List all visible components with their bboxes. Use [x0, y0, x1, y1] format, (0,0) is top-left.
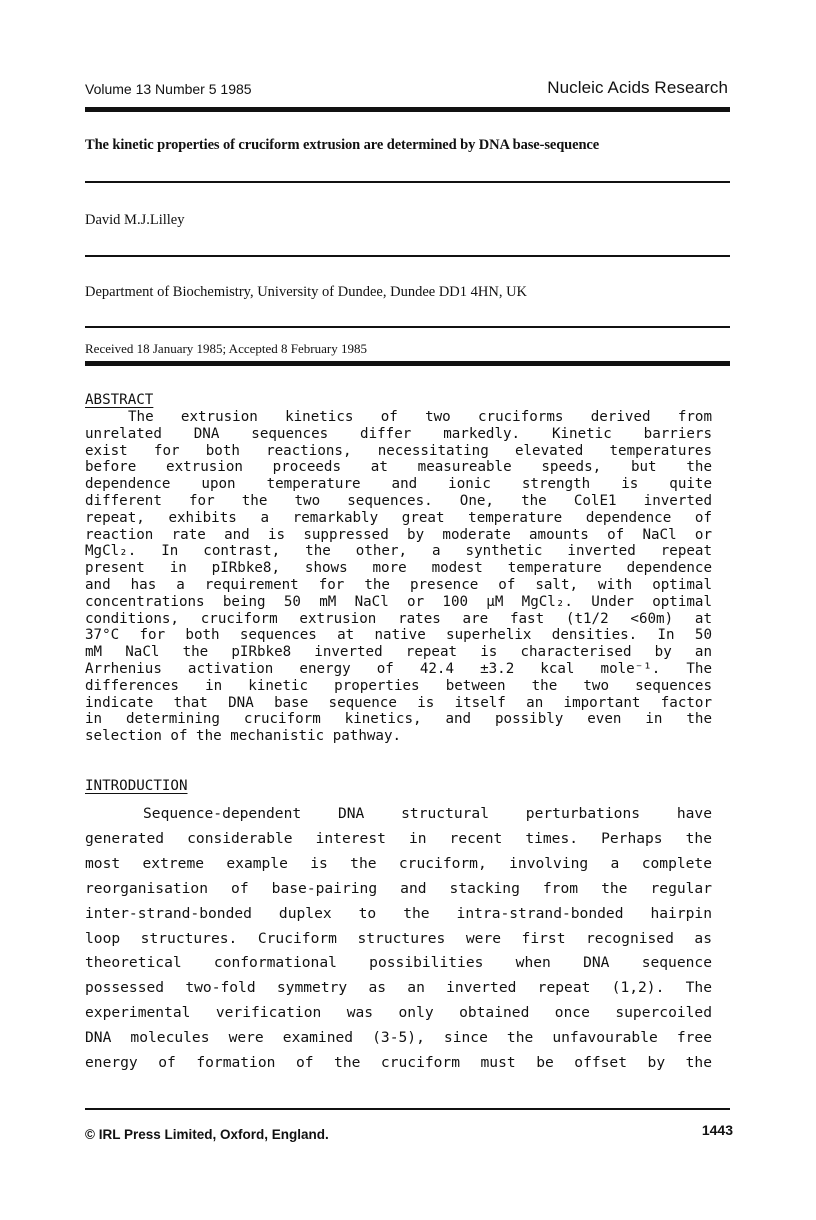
- abstract-line: exist for both reactions, necessitating elevated temperatures: [85, 442, 712, 459]
- introduction-line: most extreme example is the cruciform, involving a complete: [85, 854, 712, 872]
- introduction-line: DNA molecules were examined (3-5), since the unfavourable free: [85, 1029, 712, 1047]
- abstract-body: [85, 409, 712, 745]
- journal-name: Nucleic Acids Research: [547, 78, 728, 97]
- abstract-line: repeat, exhibits a remarkably great temperature dependence of: [85, 509, 712, 526]
- abstract-line: and has a requirement for the presence of salt, with optimal: [85, 576, 712, 593]
- abstract-line: present in pIRbke8, shows more modest temperature dependence: [85, 560, 712, 577]
- abstract-line: MgCl₂. In contrast, the other, a synthetic inverted repeat: [85, 543, 712, 560]
- abstract-line: The extrusion kinetics of two cruciforms derived from: [128, 409, 712, 425]
- abstract-line: mM NaCl the pIRbke8 inverted repeat is characterised by an: [85, 644, 712, 661]
- introduction-line: reorganisation of base-pairing and stacking from the regular: [85, 879, 712, 897]
- introduction-heading: INTRODUCTION: [85, 778, 188, 794]
- author-name: David M.J.Lilley: [85, 212, 185, 228]
- received-rule: [85, 361, 730, 366]
- footer-rule: [85, 1108, 730, 1110]
- abstract-line: indicate that DNA base sequence is itself an important factor: [85, 694, 712, 711]
- introduction-line: experimental verification was only obtained once supercoiled: [85, 1004, 712, 1022]
- introduction-line: possessed two-fold symmetry as an inverted repeat (1,2). The: [85, 979, 712, 997]
- author-divider: [85, 255, 730, 257]
- paper-title: The kinetic properties of cruciform extrusion are determined by DNA base-sequence: [85, 137, 600, 153]
- abstract-line: 37°C for both sequences at native superhelix densities. In 50: [85, 627, 712, 644]
- footer-copyright: © IRL Press Limited, Oxford, England.: [85, 1127, 329, 1142]
- author-affiliation: Department of Biochemistry, University of Dundee, Dundee DD1 4HN, UK: [85, 284, 528, 300]
- introduction-line: theoretical conformational possibilities when DNA sequence: [85, 954, 712, 972]
- abstract-line: differences in kinetic properties between the two sequences: [85, 677, 712, 694]
- introduction-line: Sequence-dependent DNA structural perturbations have: [143, 805, 712, 822]
- abstract-line: before extrusion proceeds at measureable speeds, but the: [85, 459, 712, 476]
- abstract-line: in determining cruciform kinetics, and possibly even in the: [85, 711, 712, 728]
- header-rule: [85, 107, 730, 112]
- introduction-line: loop structures. Cruciform structures were first recognised as: [85, 929, 712, 947]
- abstract-line: selection of the mechanistic pathway.: [85, 728, 402, 745]
- abstract-line: reaction rate and is suppressed by moderate amounts of NaCl or: [85, 526, 712, 543]
- title-divider: [85, 181, 730, 183]
- page-number: 1443: [701, 1122, 733, 1138]
- introduction-line: energy of formation of the cruciform must be offset by the: [85, 1054, 712, 1072]
- introduction-line: generated considerable interest in recent times. Perhaps the: [85, 829, 712, 847]
- affiliation-divider: [85, 326, 730, 328]
- introduction-body: [85, 802, 712, 1076]
- abstract-line: unrelated DNA sequences differ markedly. Kinetic barriers: [85, 425, 712, 442]
- received-dates: Received 18 January 1985; Accepted 8 February 1985: [85, 341, 367, 356]
- introduction-line: inter-strand-bonded duplex to the intra-strand-bonded hairpin: [85, 904, 712, 922]
- abstract-heading: ABSTRACT: [85, 392, 154, 408]
- journal-volume: Volume 13 Number 5 1985: [85, 81, 252, 97]
- abstract-line: Arrhenius activation energy of 42.4 ±3.2 kcal mole⁻¹. The: [85, 660, 712, 677]
- abstract-line: dependence upon temperature and ionic strength is quite: [85, 476, 712, 493]
- abstract-line: different for the two sequences. One, the ColE1 inverted: [85, 492, 712, 509]
- abstract-line: conditions, cruciform extrusion rates are fast (t1/2 <60m) at: [85, 610, 712, 627]
- abstract-line: concentrations being 50 mM NaCl or 100 µM MgCl₂. Under optimal: [85, 593, 712, 610]
